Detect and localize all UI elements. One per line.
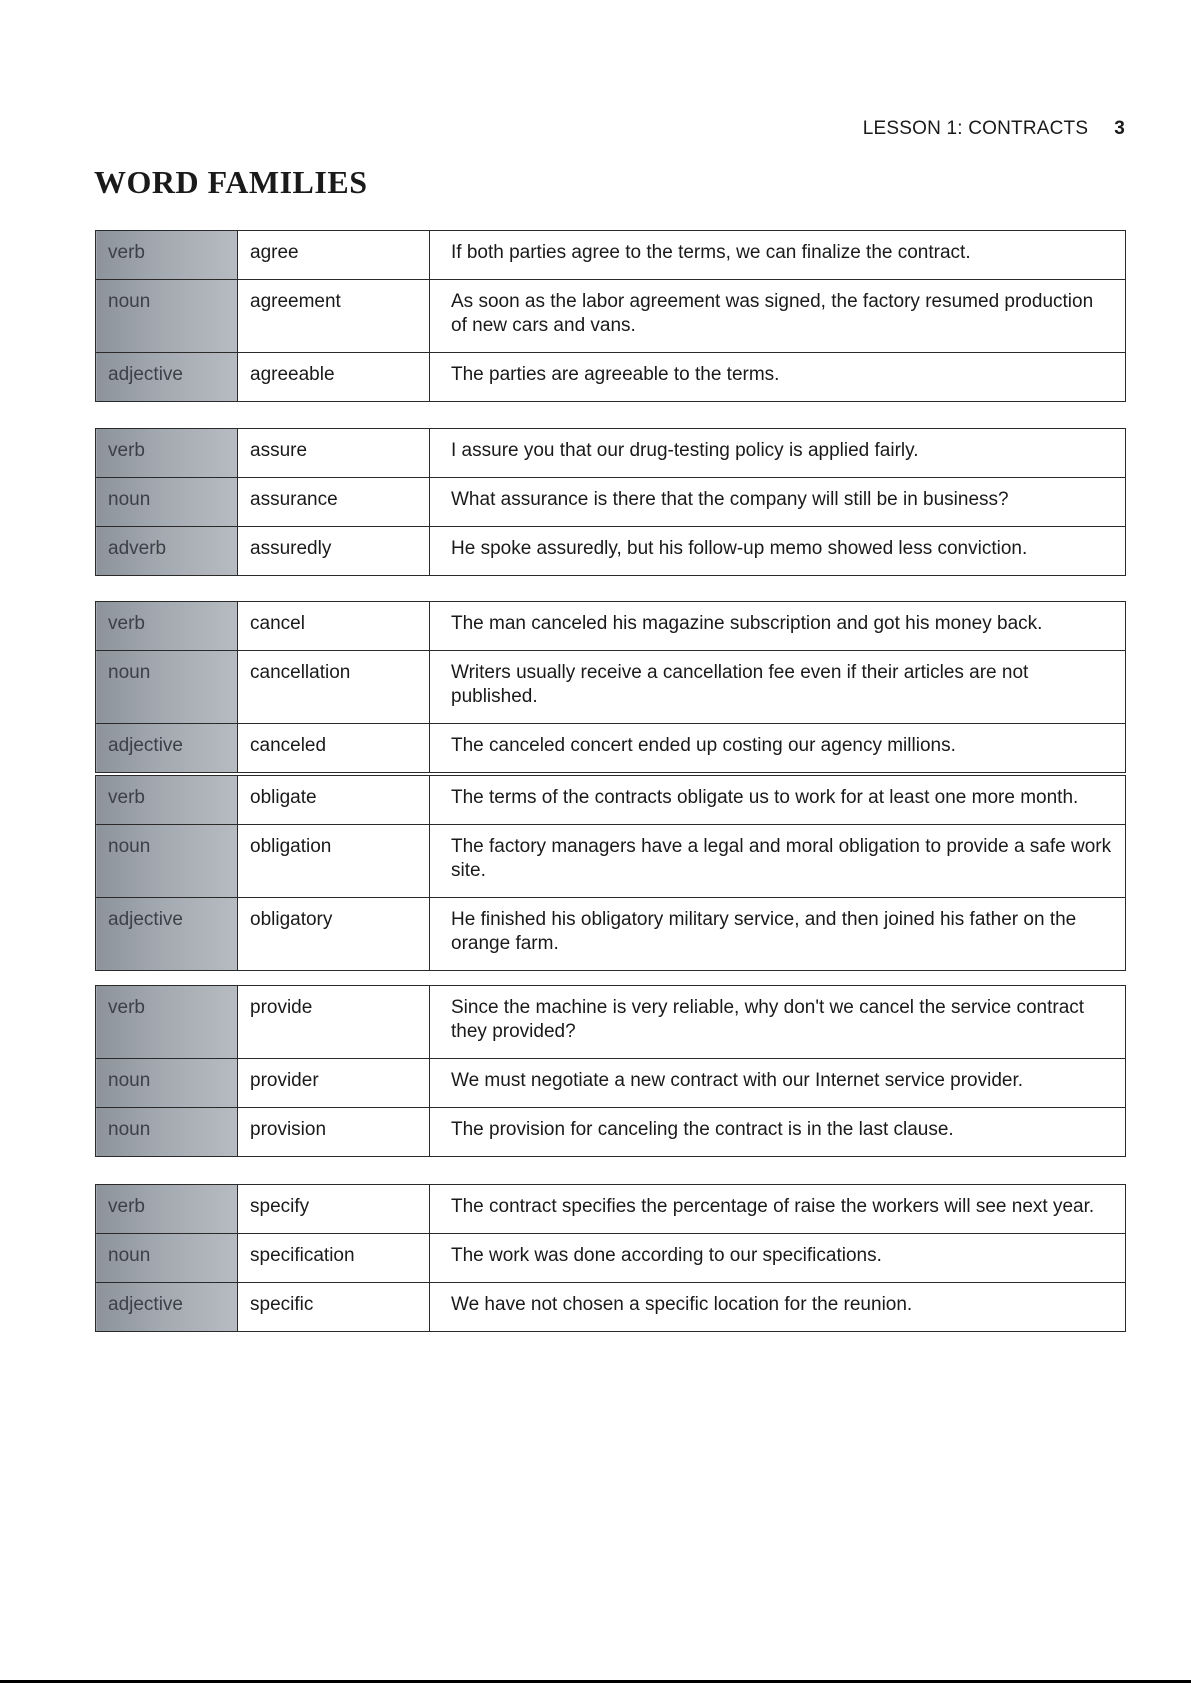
part-of-speech: adjective — [96, 1283, 238, 1332]
word: obligatory — [238, 898, 430, 971]
word: cancellation — [238, 651, 430, 724]
word: specific — [238, 1283, 430, 1332]
part-of-speech: verb — [96, 1185, 238, 1234]
table-row — [96, 986, 1126, 1059]
running-header — [863, 118, 1125, 140]
table-row — [96, 1283, 1126, 1332]
word: assuredly — [238, 527, 430, 576]
example-sentence: The terms of the contracts obligate us to work for at least one more month. — [430, 776, 1126, 825]
table-row — [96, 1185, 1126, 1234]
part-of-speech: verb — [96, 986, 238, 1059]
table-row — [96, 353, 1126, 402]
example-sentence: We have not chosen a specific location for the reunion. — [430, 1283, 1126, 1332]
part-of-speech: adjective — [96, 353, 238, 402]
table-row — [96, 527, 1126, 576]
example-sentence: We must negotiate a new contract with our Internet service provider. — [430, 1059, 1126, 1108]
word: specify — [238, 1185, 430, 1234]
word: agree — [238, 231, 430, 280]
part-of-speech: noun — [96, 478, 238, 527]
table-row — [96, 1059, 1126, 1108]
part-of-speech: noun — [96, 651, 238, 724]
example-sentence: He spoke assuredly, but his follow-up memo showed less conviction. — [430, 527, 1126, 576]
example-sentence: The man canceled his magazine subscription and got his money back. — [430, 602, 1126, 651]
part-of-speech: verb — [96, 429, 238, 478]
example-sentence: The parties are agreeable to the terms. — [430, 353, 1126, 402]
word-family-table-cancel — [95, 601, 1126, 773]
example-sentence: The provision for canceling the contract is in the last clause. — [430, 1108, 1126, 1157]
part-of-speech: verb — [96, 776, 238, 825]
part-of-speech: noun — [96, 1059, 238, 1108]
example-sentence: The factory managers have a legal and moral obligation to provide a safe work site. — [430, 825, 1126, 898]
table-row — [96, 429, 1126, 478]
part-of-speech: noun — [96, 1108, 238, 1157]
word: agreement — [238, 280, 430, 353]
table-row — [96, 1108, 1126, 1157]
word: provide — [238, 986, 430, 1059]
page-number: 3 — [1114, 118, 1125, 139]
word-family-table-specify — [95, 1184, 1126, 1332]
part-of-speech: verb — [96, 231, 238, 280]
word: assurance — [238, 478, 430, 527]
word: provider — [238, 1059, 430, 1108]
part-of-speech: verb — [96, 602, 238, 651]
word: obligate — [238, 776, 430, 825]
word: obligation — [238, 825, 430, 898]
example-sentence: I assure you that our drug-testing policy is applied fairly. — [430, 429, 1126, 478]
word: canceled — [238, 724, 430, 773]
example-sentence: Since the machine is very reliable, why don't we cancel the service contract they provided? — [430, 986, 1126, 1059]
table-row — [96, 651, 1126, 724]
word-family-table-provide — [95, 985, 1126, 1157]
part-of-speech: noun — [96, 825, 238, 898]
part-of-speech: noun — [96, 1234, 238, 1283]
table-row — [96, 724, 1126, 773]
word-family-table-obligate — [95, 775, 1126, 971]
example-sentence: As soon as the labor agreement was signed, the factory resumed production of new cars and vans. — [430, 280, 1126, 353]
word: specification — [238, 1234, 430, 1283]
table-row — [96, 825, 1126, 898]
example-sentence: What assurance is there that the company will still be in business? — [430, 478, 1126, 527]
part-of-speech: noun — [96, 280, 238, 353]
part-of-speech: adverb — [96, 527, 238, 576]
example-sentence: If both parties agree to the terms, we can finalize the contract. — [430, 231, 1126, 280]
part-of-speech: adjective — [96, 898, 238, 971]
table-row — [96, 478, 1126, 527]
word-family-table-agree — [95, 230, 1126, 402]
lesson-title: LESSON 1: CONTRACTS — [862, 118, 1089, 139]
example-sentence: The contract specifies the percentage of raise the workers will see next year. — [430, 1185, 1126, 1234]
table-row — [96, 776, 1126, 825]
word: provision — [238, 1108, 430, 1157]
example-sentence: Writers usually receive a cancellation fee even if their articles are not published. — [430, 651, 1126, 724]
example-sentence: The work was done according to our specifications. — [430, 1234, 1126, 1283]
table-row — [96, 231, 1126, 280]
table-row — [96, 280, 1126, 353]
table-row — [96, 898, 1126, 971]
table-row — [96, 1234, 1126, 1283]
word: assure — [238, 429, 430, 478]
example-sentence: He finished his obligatory military service, and then joined his father on the orange farm. — [430, 898, 1126, 971]
part-of-speech: adjective — [96, 724, 238, 773]
word: cancel — [238, 602, 430, 651]
word: agreeable — [238, 353, 430, 402]
word-family-table-assure — [95, 428, 1126, 576]
table-row — [96, 602, 1126, 651]
page-title: WORD FAMILIES — [94, 164, 368, 200]
example-sentence: The canceled concert ended up costing our agency millions. — [430, 724, 1126, 773]
